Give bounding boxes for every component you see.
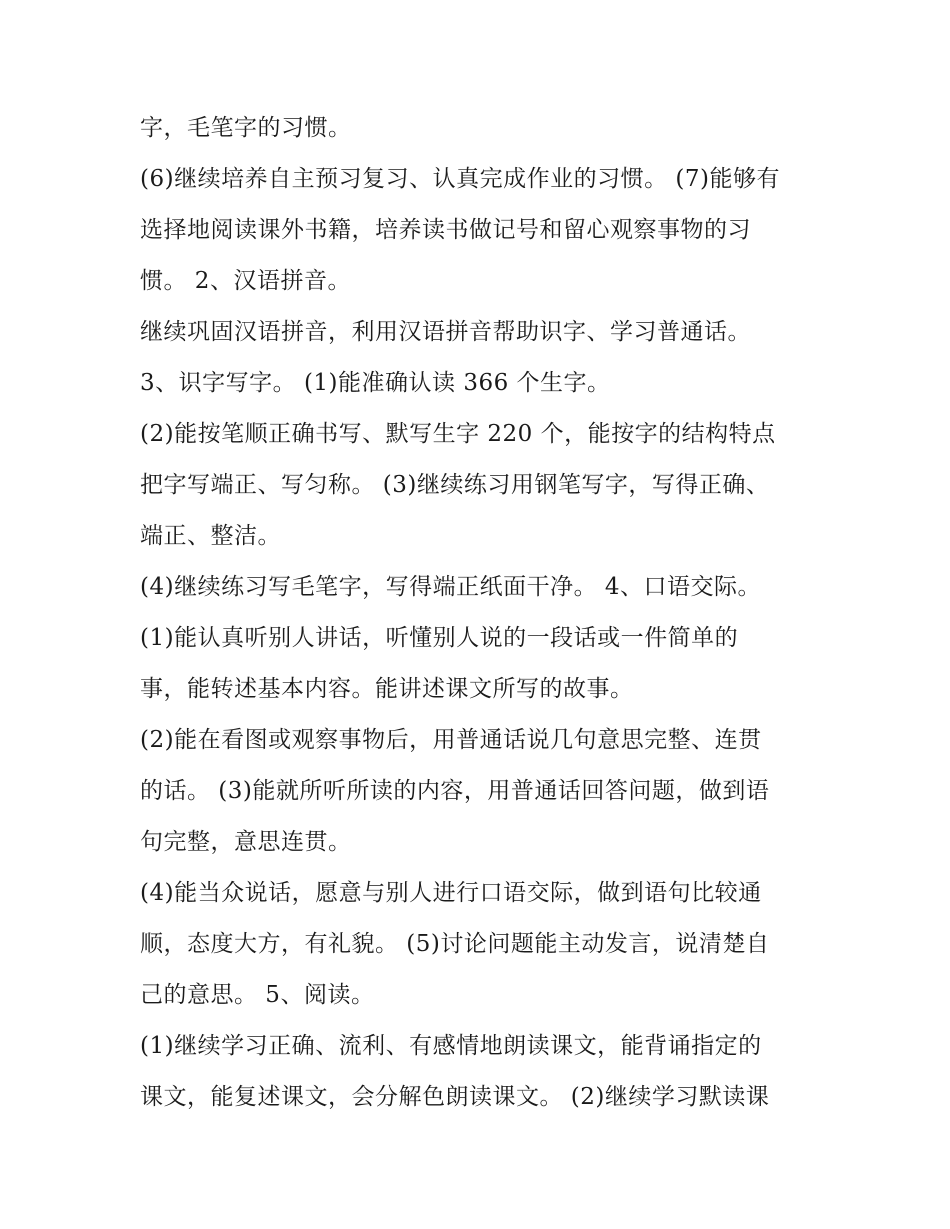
text-line: 3、识字写字。 (1)能准确认读 366 个生字。 — [140, 370, 611, 396]
text-line: 字，毛笔字的习惯。 — [140, 115, 352, 141]
text-line: 课文，能复述课文，会分解色朗读课文。 (2)继续学习默读课 — [140, 1084, 770, 1110]
text-line: (6)继续培养自主预习复习、认真完成作业的习惯。 (7)能够有 — [140, 166, 780, 192]
body-text — [140, 110, 820, 1130]
text-line: 事，能转述基本内容。能讲述课文所写的故事。 — [140, 676, 634, 702]
text-line: (1)能认真听别人讲话，听懂别人说的一段话或一件简单的 — [140, 625, 739, 651]
text-line: 顺，态度大方，有礼貌。 (5)讨论问题能主动发言，说清楚自 — [140, 931, 770, 957]
text-line: (4)继续练习写毛笔字，写得端正纸面干净。 4、口语交际。 — [140, 574, 762, 600]
text-line: 把字写端正、写匀称。 (3)继续练习用钢笔写字，写得正确、 — [140, 472, 770, 498]
text-line: 端正、整洁。 — [140, 523, 281, 549]
text-line: (4)能当众说话，愿意与别人进行口语交际，做到语句比较通 — [140, 880, 762, 906]
text-line: 己的意思。 5、阅读。 — [140, 982, 375, 1008]
text-line: 句完整，意思连贯。 — [140, 829, 352, 855]
text-line: 选择地阅读课外书籍，培养读书做记号和留心观察事物的习 — [140, 217, 751, 243]
text-line: (1)继续学习正确、流利、有感情地朗读课文，能背诵指定的 — [140, 1033, 762, 1059]
text-line: (2)能按笔顺正确书写、默写生字 220 个，能按字的结构特点 — [140, 421, 776, 447]
text-line: 的话。 (3)能就所听所读的内容，用普通话回答问题，做到语 — [140, 778, 770, 804]
text-line: 惯。 2、汉语拼音。 — [140, 268, 351, 294]
text-line: (2)能在看图或观察事物后，用普通话说几句意思完整、连贯 — [140, 727, 762, 753]
text-line: 继续巩固汉语拼音，利用汉语拼音帮助识字、学习普通话。 — [140, 319, 751, 345]
